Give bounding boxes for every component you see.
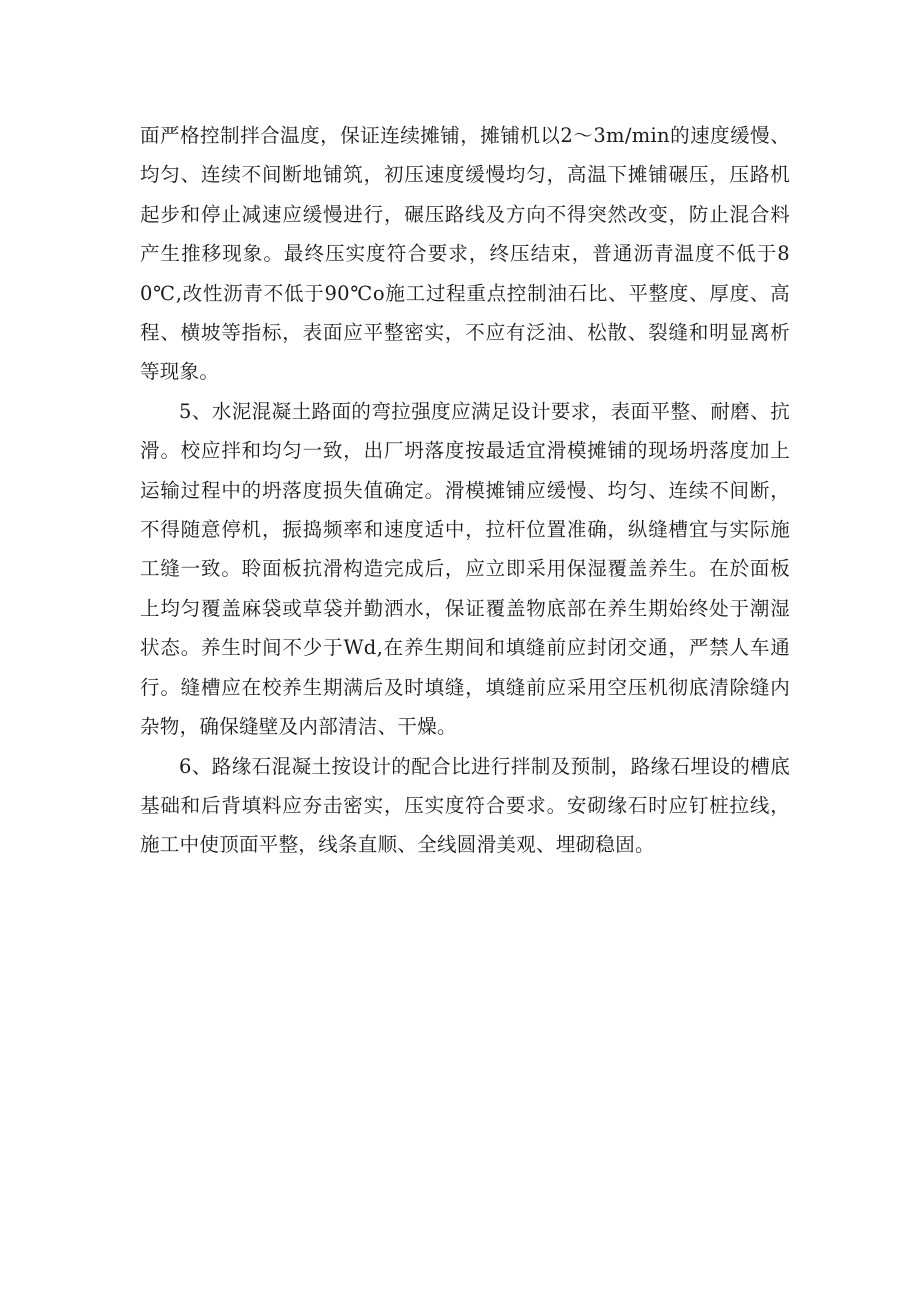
paragraph-continued: 面严格控制拌合温度，保证连续摊铺，摊铺机以2～3m∕min的速度缓慢、均匀、连续不间断地铺筑，初压速度缓慢均匀，高温下摊铺碾压，压路机起步和停止减速应缓慢进行，碾压路线及方向不得突然改变，防止混合料产生推移现象。最终压实度符合要求，终压结束，普通沥青温度不低于80℃,改性沥青不低于90℃o施工过程重点控制油石比、平整度、厚度、高程、横坡等指标，表面应平整密实，不应有泛油、松散、裂缝和明显离析等现象。	[140, 124, 790, 384]
paragraph-item-5: 5、水泥混凝土路面的弯拉强度应满足设计要求，表面平整、耐磨、抗滑。校应拌和均匀一致，出厂坍落度按最适宜滑模摊铺的现场坍落度加上运输过程中的坍落度损失值确定。滑模摊铺应缓慢、均匀、连续不间断，不得随意停机，振捣频率和速度适中，拉杆位置准确，纵缝槽宜与实际施工缝一致。聆面板抗滑构造完成后，应立即采用保湿覆盖养生。在於面板上均匀覆盖麻袋或草袋并勤洒水，保证覆盖物底部在养生期始终处于潮湿状态。养生时间不少于Wd,在养生期间和填缝前应封闭交通，严禁人车通行。缝槽应在校养生期满后及时填缝，填缝前应采用空压机彻底清除缝内杂物，确保缝壁及内部清洁、干燥。	[140, 399, 790, 739]
paragraph-item-6: 6、路缘石混凝土按设计的配合比进行拌制及预制，路缘石埋设的槽底基础和后背填料应夯击密实，压实度符合要求。安砌缘石时应钉桩拉线，施工中使顶面平整，线条直顺、全线圆滑美观、埋砌稳固。	[140, 754, 790, 857]
document-body	[140, 116, 790, 865]
